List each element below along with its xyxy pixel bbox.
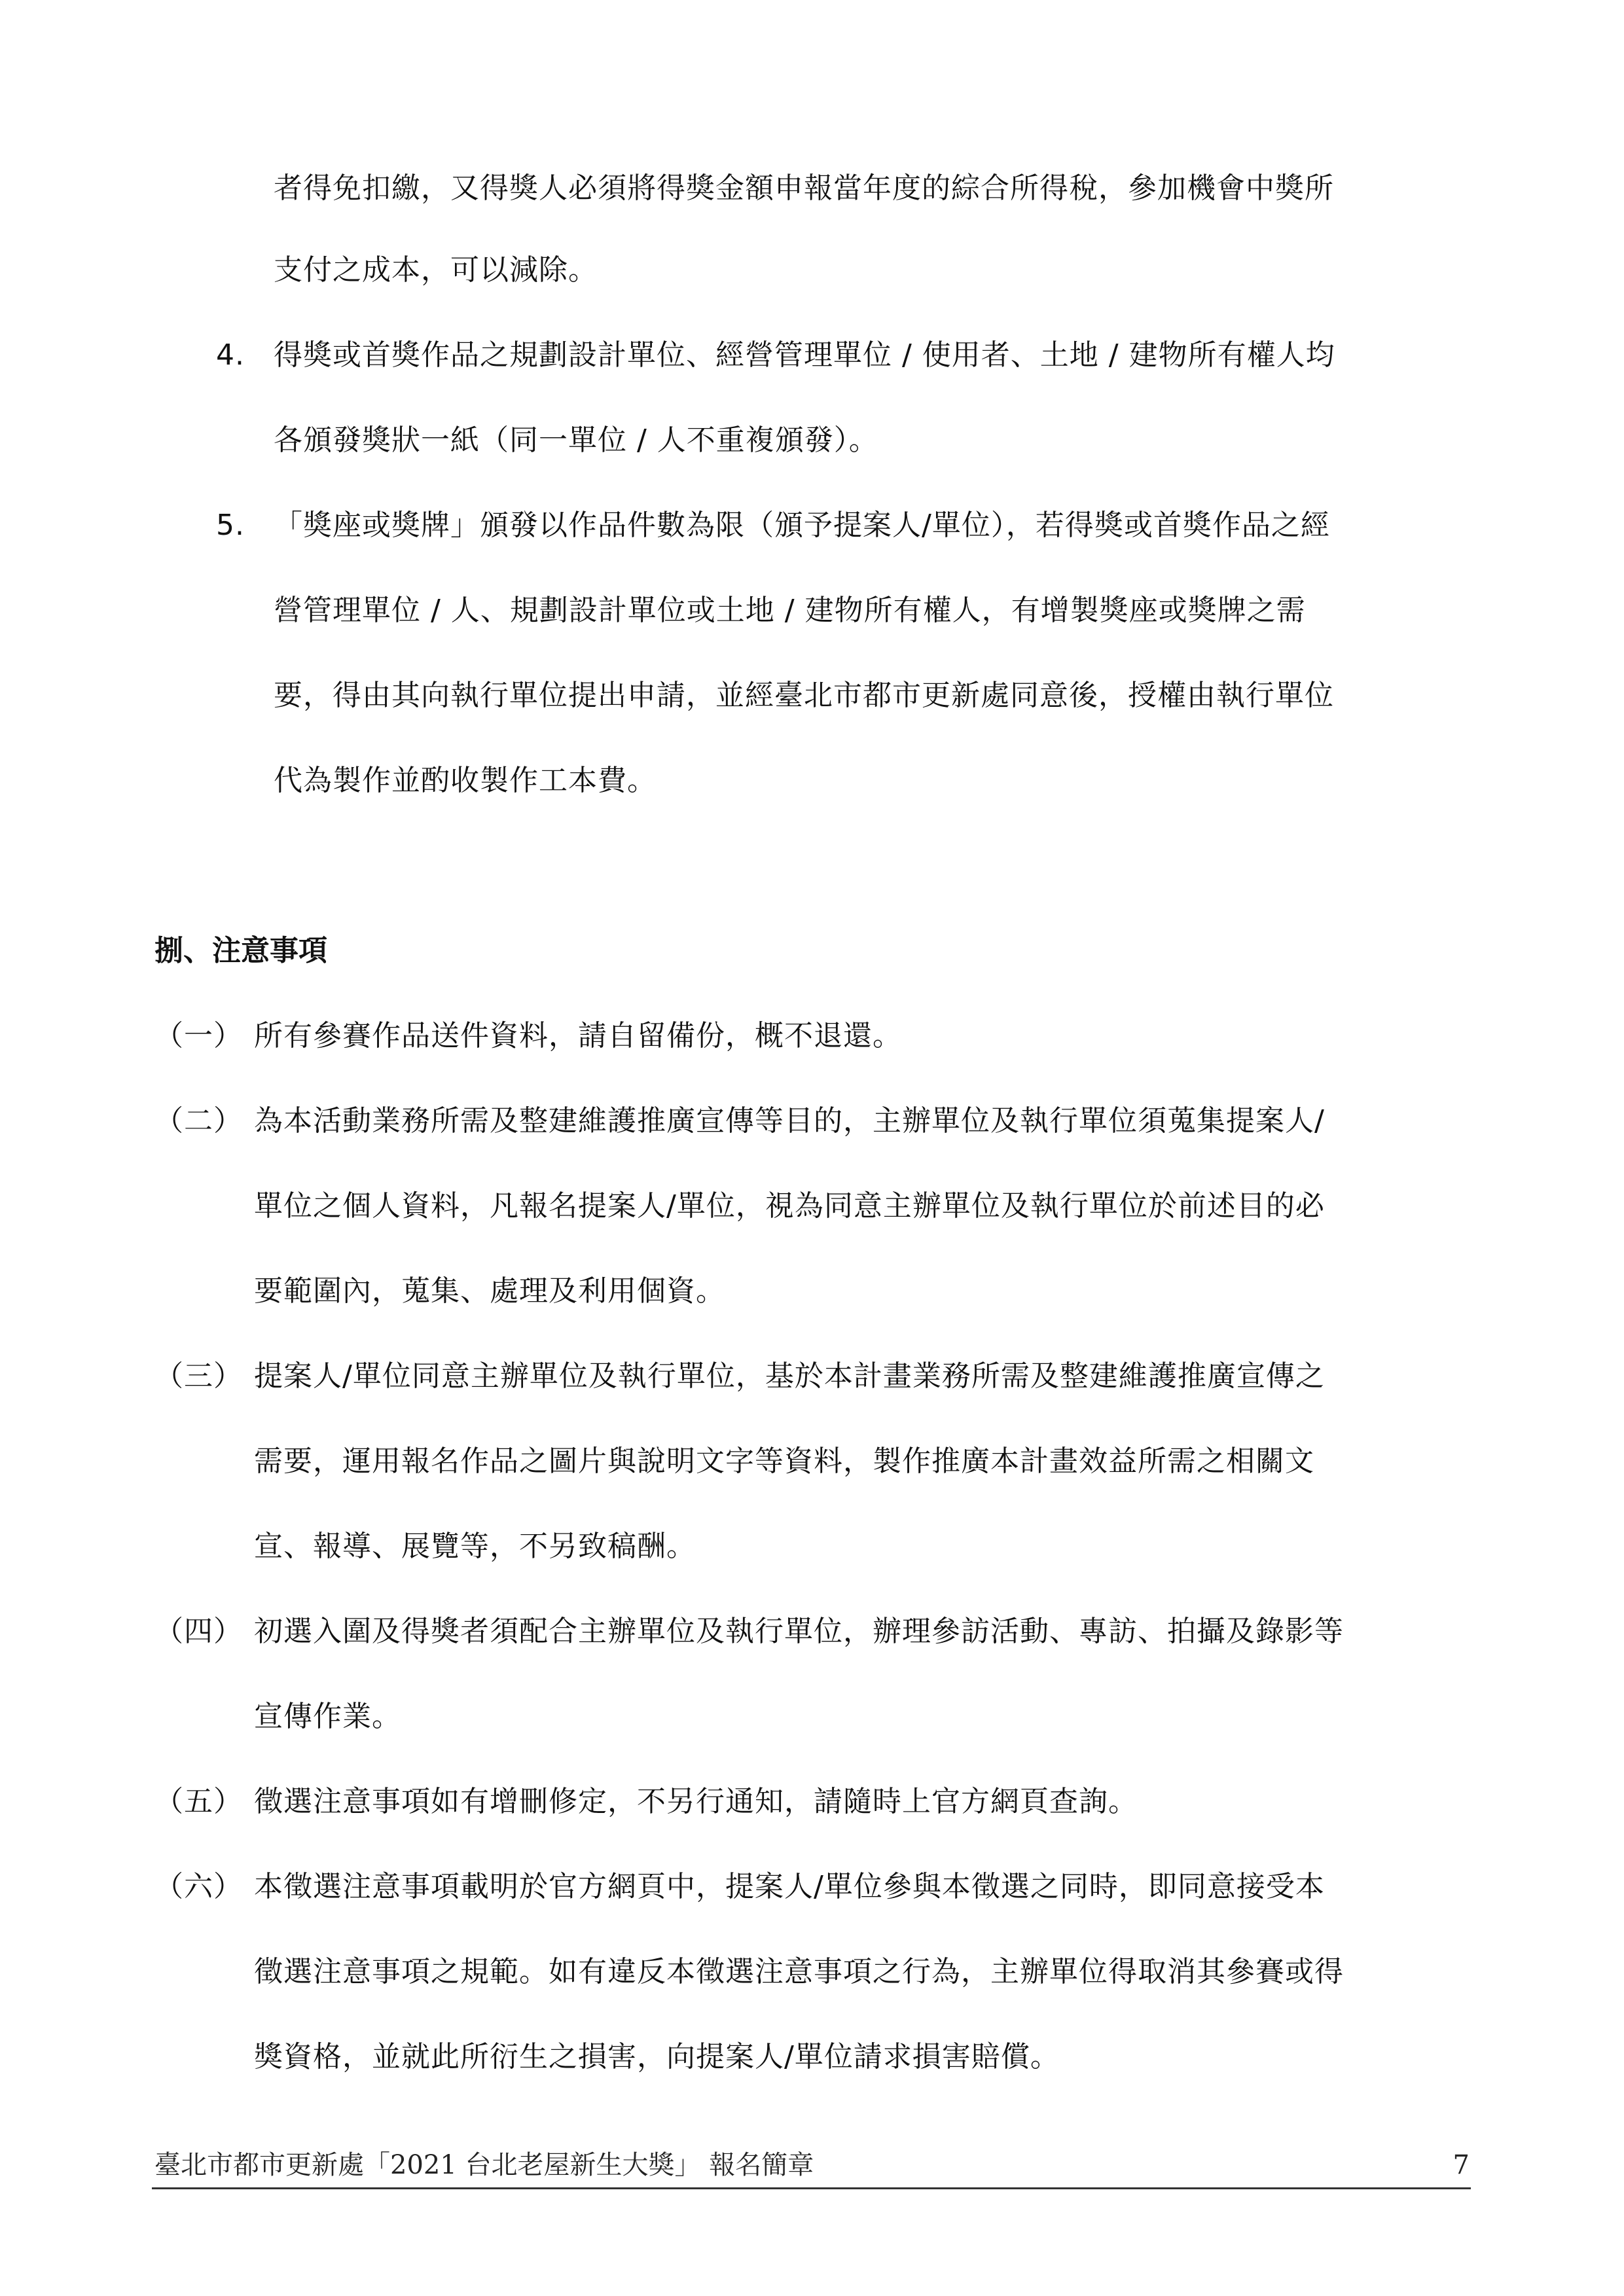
item-number: 4. <box>216 338 245 372</box>
note-line: 需要，運用報名作品之圖片與說明文字等資料，製作推廣本計畫效益所需之相關文 <box>254 1444 1314 1478</box>
note-label: （三） <box>154 1359 243 1393</box>
note-line: 要範圍內，蒐集、處理及利用個資。 <box>254 1274 725 1308</box>
item-line: 營管理單位 / 人、規劃設計單位或土地 / 建物所有權人，有增製獎座或獎牌之需 <box>274 594 1306 627</box>
note-line: 獎資格，並就此所衍生之損害，向提案人/單位請求損害賠償。 <box>254 2040 1060 2073</box>
note-line: 徵選注意事項如有增刪修定，不另行通知，請隨時上官方網頁查詢。 <box>254 1785 1138 1818</box>
note-line: 宣傳作業。 <box>254 1700 401 1733</box>
note-label: （五） <box>154 1785 243 1818</box>
note-line: 徵選注意事項之規範。如有違反本徵選注意事項之行為，主辦單位得取消其參賽或得 <box>254 1955 1344 1988</box>
note-line: 所有參賽作品送件資料，請自留備份，概不退還。 <box>254 1019 902 1052</box>
continuation-line-1: 者得免扣繳，又得獎人必須將得獎金額申報當年度的綜合所得稅，參加機會中獎所 <box>274 171 1334 205</box>
item-number: 5. <box>216 509 245 542</box>
note-line: 提案人/單位同意主辦單位及執行單位，基於本計畫業務所需及整建維護推廣宣傳之 <box>254 1359 1325 1393</box>
note-label: （六） <box>154 1870 243 1903</box>
page-number: 7 <box>1453 2150 1470 2180</box>
item-line: 各頒發獎狀一紙（同一單位 / 人不重複頒發）。 <box>274 423 878 457</box>
footer-divider <box>152 2187 1471 2189</box>
note-label: （一） <box>154 1019 243 1052</box>
section-heading: 捌、注意事項 <box>154 934 327 967</box>
item-line: 代為製作並酌收製作工本費。 <box>274 764 657 797</box>
item-line: 要，得由其向執行單位提出申請，並經臺北市都市更新處同意後，授權由執行單位 <box>274 679 1334 712</box>
note-label: （四） <box>154 1615 243 1648</box>
note-line: 本徵選注意事項載明於官方網頁中，提案人/單位參與本徵選之同時，即同意接受本 <box>254 1870 1325 1903</box>
item-line: 「獎座或獎牌」頒發以作品件數為限（頒予提案人/單位），若得獎或首獎作品之經 <box>274 509 1330 542</box>
item-line: 得獎或首獎作品之規劃設計單位、經營管理單位 / 使用者、土地 / 建物所有權人均 <box>274 338 1335 372</box>
note-line: 單位之個人資料，凡報名提案人/單位，視為同意主辦單位及執行單位於前述目的必 <box>254 1189 1325 1223</box>
note-line: 宣、報導、展覽等，不另致稿酬。 <box>254 1530 696 1563</box>
footer-title: 臺北市都市更新處「2021 台北老屋新生大獎」 報名簡章 <box>154 2150 814 2180</box>
continuation-line-2: 支付之成本，可以減除。 <box>274 253 598 287</box>
note-line: 初選入圍及得獎者須配合主辦單位及執行單位，辦理參訪活動、專訪、拍攝及錄影等 <box>254 1615 1344 1648</box>
note-line: 為本活動業務所需及整建維護推廣宣傳等目的，主辦單位及執行單位須蒐集提案人/ <box>254 1104 1325 1138</box>
note-label: （二） <box>154 1104 243 1138</box>
